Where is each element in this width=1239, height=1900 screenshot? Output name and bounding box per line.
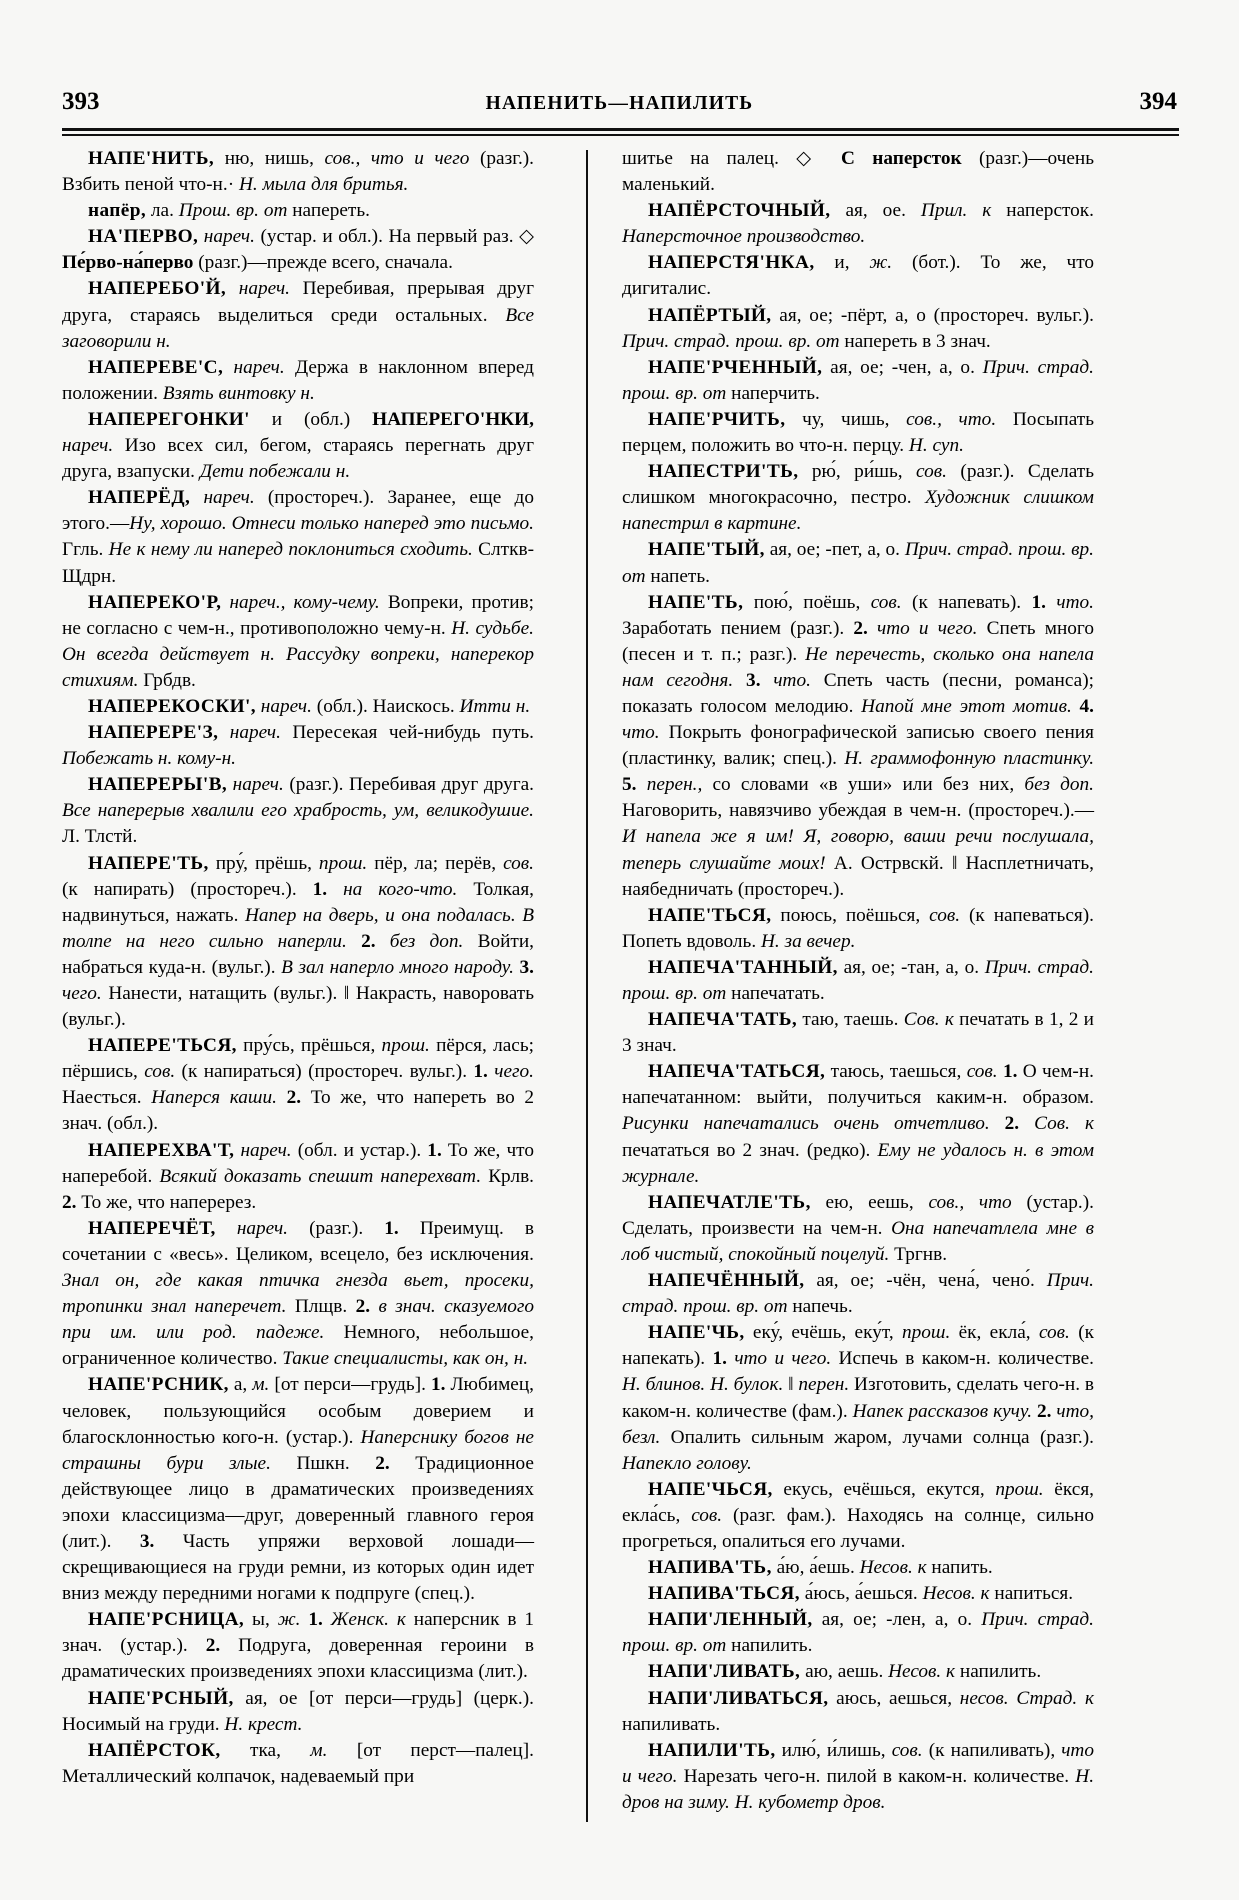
entry-body: ая, ое [от перси—грудь] (церк.). Носимый на груди. Н. крест. <box>62 1687 534 1735</box>
dictionary-entry <box>62 198 534 224</box>
entry-body: нареч. (разг.). Перебивая друг друга. Все наперерыв хвалили его храбрость, ум, великодушие. Л. Тлстй. <box>62 774 535 848</box>
entry-headword: НАПИВА'ТЬ, <box>648 1557 772 1579</box>
entry-headword: НАПЕ'РЧИТЬ, <box>648 408 786 430</box>
dictionary-entry <box>622 1607 1094 1659</box>
entry-body: ы, ж. 1. Женск. к наперсник в 1 знач. (устар.). 2. Подруга, доверенная героини в драматических произведениях эпохи классицизма (лит.). <box>62 1609 535 1683</box>
entry-body: поюсь, поёшься, сов. (к напеваться). Попеть вдоволь. Н. за вечер. <box>622 904 1094 952</box>
entry-body: нареч. (простореч.). Заранее, еще до этого.—Ну, хорошо. Отнеси только наперед это письмо. Ггль. Не к нему ли наперед поклониться сходить. Слткв-Щдрн. <box>62 487 534 587</box>
dictionary-entry <box>622 198 1094 250</box>
dictionary-entry <box>62 485 534 589</box>
entry-headword: НАПЕРЕРЕ'З, <box>88 722 219 744</box>
entry-headword: НАПЕРЕКОСКИ', <box>88 695 256 717</box>
entry-body: ая, ое; -чен, а, о. Прич. страд. прош. вр. от наперчить. <box>622 356 1094 404</box>
entry-headword: НАПЕ'НИТЬ, <box>88 148 215 169</box>
entry-body: нареч. (устар. и обл.). На первый раз. ◇ Пе́рво-на́перво (разг.)—прежде всего, сначала. <box>62 226 534 274</box>
dictionary-entry <box>622 250 1094 302</box>
dictionary-entry <box>622 407 1094 459</box>
entry-body: нареч. (обл.). Наискось. Итти н. <box>260 695 531 717</box>
dictionary-entry <box>622 1190 1094 1268</box>
entry-body: ая, ое; -чён, чена́, чено́. Прич. страд. прош. вр. от напечь. <box>622 1270 1094 1318</box>
column-right <box>622 146 1094 1826</box>
dictionary-entry <box>622 1659 1094 1685</box>
entry-headword: НАПИ'ЛИВАТЬ, <box>648 1661 801 1683</box>
entry-headword: НАПЕРСТЯ'НКА, <box>648 252 815 274</box>
entry-headword: НАПЕ'РСНЫЙ, <box>88 1687 234 1709</box>
dictionary-entry <box>622 355 1094 407</box>
entry-body: рю́, ри́шь, сов. (разг.). Сделать слишком многокрасочно, пестро. Художник слишком напестрил в картине. <box>622 461 1094 535</box>
dictionary-entry <box>622 1477 1094 1555</box>
entry-headword: НАПЕ'РСНИК, <box>88 1374 229 1396</box>
running-head: НАПЕНИТЬ—НАПИЛИТЬ <box>485 93 754 114</box>
entry-body: нареч. (обл. и устар.). 1. То же, что наперебой. Всякий доказать спешит наперехват. Крлв. 2. То же, что наперерез. <box>62 1139 534 1213</box>
entry-body: а́ю, а́ешь. Несов. к напить. <box>771 1557 993 1579</box>
dictionary-entry <box>62 407 534 485</box>
dictionary-entry <box>62 590 534 694</box>
entry-body: екусь, ечёшься, екутся, прош. ёкся, екла́сь, сов. (разг. фам.). Находясь на солнце, сильно прогреться, опалиться его лучами. <box>622 1478 1095 1552</box>
dictionary-entry <box>622 903 1094 955</box>
entry-body: чу, чишь, сов., что. Посыпать перцем, положить во что-н. перцу. Н. суп. <box>622 408 1094 457</box>
dictionary-entry <box>622 537 1094 589</box>
entry-headword: НАПЕРЕГОНКИ' <box>88 408 250 430</box>
entry-headword: НАПЁРСТОК, <box>88 1739 221 1761</box>
entry-headword: НАПЕРЁД, <box>88 487 191 509</box>
entry-body: а, м. [от перси—грудь]. 1. Любимец, человек, пользующийся особым доверием и благосклонностью кого-н. (устар.). Наперснику богов не страшны бури злые. Пшкн. 2. Традиционное действующее лицо в драматических произведениях эпохи классицизма—друг, доверенный главного героя (лит.). 3. Часть упряжи верховой лошади—скрещивающиеся на груди ремни, из которых один идет вниз между передними ногами к подпруге (спец.). <box>62 1374 534 1605</box>
entry-headword: НАПИ'ЛИВАТЬСЯ, <box>648 1687 829 1709</box>
entry-headword: НАПЁРСТОЧНЫЙ, <box>648 200 831 222</box>
column-left <box>62 146 552 1826</box>
entry-body: шитье на палец. ◇ С наперсток (разг.)—очень маленький. <box>622 148 1094 196</box>
entry-body: еку́, ечёшь, еку́т, прош. ёк, екла́, сов. (к напекать). 1. что и чего. Испечь в каком-н. количестве. Н. блинов. Н. булок. ‖ перен. Изготовить, сделать чего-н. в каком-н. количестве (фам.). Напек рассказов кучу. 2. что, безл. Опалить сильным жаром, лучами солнца (разг.). Напекло голову. <box>622 1322 1094 1474</box>
entry-headword: НАПЕ'РЧЕННЫЙ, <box>648 356 823 378</box>
entry-headword: НАПЕ'ТЫЙ, <box>648 539 765 561</box>
entry-headword: НАПИ'ЛЕННЫЙ, <box>648 1609 813 1631</box>
entry-body: нареч. Перебивая, прерывая друг друга, стараясь выделиться среди остальных. Все заговорили н. <box>62 278 534 352</box>
entry-headword: НАПЕ'ЧЬ, <box>648 1322 745 1344</box>
entry-body: тка, м. [от перст—палец]. Металлический колпачок, надеваемый при <box>62 1739 534 1787</box>
entry-body: пру́, прёшь, прош. пёр, ла; перёв, сов. (к напирать) (простореч.). 1. на кого-что. Толкая, надвинуться, нажать. Напер на дверь, и она подалась. В толпе на него сильно наперли. 2. без доп. Войти, набраться куда-н. (вульг.). В зал наперло много народу. 3. чего. Нанести, натащить (вульг.). ‖ Накрасть, наворовать (вульг.). <box>62 852 535 1031</box>
entry-body: нареч. Держа в наклонном вперед положении. Взять винтовку н. <box>62 356 534 404</box>
entry-headword: НАПЕРЕВЕ'С, <box>88 356 224 378</box>
entry-headword: НАПЕ'ЧЬСЯ, <box>648 1478 773 1500</box>
entry-headword: НАПЕ'ТЬСЯ, <box>648 904 772 926</box>
entry-body: ла. Прош. вр. от напереть. <box>146 200 370 222</box>
entry-body: таю, таешь. Сов. к печатать в 1, 2 и 3 знач. <box>622 1009 1094 1057</box>
dictionary-entry <box>62 851 534 1034</box>
dictionary-entry <box>62 694 534 720</box>
entry-headword: НАПЕ'РСНИЦА, <box>88 1609 245 1631</box>
entry-body: ею, еешь, сов., что (устар.). Сделать, произвести на чем-н. Она напечатлела мне в лоб чистый, спокойный поцелуй. Тргнв. <box>622 1191 1094 1265</box>
entry-headword: НАПЕЧЁННЫЙ, <box>648 1270 805 1292</box>
dictionary-entry <box>62 1138 534 1216</box>
entry-body: таюсь, таешься, сов. 1. О чем-н. напечатанном: выйти, получиться каким-н. образом. Рисунки напечатались очень отчетливо. 2. Сов. к печататься во 2 знач. (редко). Ему не удалось н. в этом журнале. <box>622 1061 1095 1187</box>
entry-body: нареч., кому-чему. Вопреки, против; не согласно с чем-н., противоположно чему-н. Н. судьбе. Он всегда действует н. Рассудку вопреки, наперекор стихиям. Грбдв. <box>62 591 534 691</box>
entry-headword: НАПЕРЕ'ТЬ, <box>88 852 209 874</box>
dictionary-entry <box>622 955 1094 1007</box>
entry-headword: НАПЕРЕКО'Р, <box>88 591 222 613</box>
entry-body: аю, аешь. Несов. к напилить. <box>800 1661 1042 1683</box>
entry-body: аюсь, аешься, несов. Страд. к напиливать. <box>622 1687 1094 1735</box>
dictionary-entry <box>622 1555 1094 1581</box>
entry-headword: НА'ПЕРВО, <box>88 226 199 248</box>
dictionary-entry <box>62 355 534 407</box>
dictionary-entry <box>62 146 534 198</box>
folio-right: 394 <box>1139 88 1177 115</box>
entry-headword: НАПЕРЕ'ТЬСЯ, <box>88 1035 237 1057</box>
entry-headword: НАПЕЧА'ТАННЫЙ, <box>648 956 838 978</box>
entry-body: ая, ое; -лен, а, о. Прич. страд. прош. вр. от напилить. <box>622 1609 1094 1657</box>
entry-body: илю́, и́лишь, сов. (к напиливать), что и чего. Нарезать чего-н. пилой в каком-н. количестве. Н. дров на зиму. Н. кубометр дров. <box>622 1739 1095 1813</box>
entry-headword: НАПИЛИ'ТЬ, <box>648 1739 776 1761</box>
dictionary-entry <box>62 1216 534 1373</box>
entry-headword: НАПЕРЕЧЁТ, <box>88 1217 216 1239</box>
dictionary-entry <box>62 1372 534 1607</box>
entry-body: нареч. Пересекая чей-нибудь путь. Побежать н. кому-н. <box>62 722 534 770</box>
entry-headword: НАПЕРЕБО'Й, <box>88 278 227 300</box>
dictionary-entry <box>622 1581 1094 1607</box>
dictionary-entry <box>62 772 534 850</box>
column-divider <box>586 150 588 1822</box>
dictionary-entry <box>622 1268 1094 1320</box>
dictionary-entry <box>62 1738 534 1790</box>
entry-headword: НАПЕРЕХВА'Т, <box>88 1139 235 1161</box>
dictionary-entry <box>622 1007 1094 1059</box>
dictionary-entry <box>622 1320 1094 1477</box>
header-rule <box>62 128 1179 136</box>
entry-headword: НАПЕСТРИ'ТЬ, <box>648 461 799 483</box>
entry-body: ая, ое. Прил. к наперсток. Наперсточное производство. <box>622 200 1094 248</box>
entry-headword: НАПЕРЕРЫ'В, <box>88 774 228 796</box>
entry-body: ая, ое; -пет, а, о. Прич. страд. прош. вр. от напеть. <box>622 539 1094 587</box>
text-columns <box>62 146 1179 1826</box>
dictionary-entry <box>62 720 534 772</box>
entry-body: и, ж. (бот.). То же, что дигиталис. <box>622 252 1095 300</box>
dictionary-entry <box>62 1033 534 1137</box>
entry-body: а́юсь, а́ешься. Несов. к напиться. <box>799 1583 1074 1605</box>
entry-headword: НАПЕ'ТЬ, <box>648 591 744 613</box>
dictionary-entry <box>622 303 1094 355</box>
dictionary-entry <box>622 590 1094 903</box>
dictionary-entry <box>62 1607 534 1685</box>
page-header <box>62 88 1177 122</box>
dictionary-entry <box>622 459 1094 537</box>
entry-body: ая, ое; -пёрт, а, о (простореч. вульг.). Прич. страд. прош. вр. от напереть в 3 знач. <box>622 304 1094 352</box>
dictionary-entry <box>622 1686 1094 1738</box>
entry-continuation <box>622 146 1094 198</box>
entry-body: пру́сь, прёшься, прош. пёрся, лась; пёршись, сов. (к напираться) (простореч. вульг.). 1. чего. Наесться. Наперся каши. 2. То же, что напереть во 2 знач. (обл.). <box>62 1035 534 1135</box>
entry-headword: НАПЕЧА'ТАТЬ, <box>648 1009 798 1031</box>
rule-thick <box>62 128 1179 131</box>
folio-left: 393 <box>62 88 100 115</box>
entry-headword: НАПИВА'ТЬСЯ, <box>648 1583 800 1605</box>
rule-thin <box>62 134 1179 136</box>
entry-body: ню, нишь, сов., что и чего (разг.). Взбить пеной что-н.· Н. мыла для бритья. <box>62 148 534 196</box>
entry-body: ая, ое; -тан, а, о. Прич. страд. прош. вр. от напечатать. <box>622 956 1094 1004</box>
dictionary-entry <box>622 1738 1094 1816</box>
entry-body: нареч. (разг.). 1. Преимущ. в сочетании с «весь». Целиком, всецело, без исключения. Знал он, где какая птичка гнезда вьет, просеки, тропинки знал наперечет. Плщв. 2. в знач. сказуемого при им. или род. падеже. Немного, небольшое, ограниченное количество. Такие специалисты, как он, н. <box>62 1217 535 1370</box>
entry-headword: напёр, <box>88 200 147 222</box>
entry-body: и (обл.) НАПЕРЕГО'НКИ, нареч. Изо всех сил, бегом, стараясь перегнать друг друга, взапуски. Дети побежали н. <box>62 408 534 483</box>
entry-body: пою́, поёшь, сов. (к напевать). 1. что. Заработать пением (разг.). 2. что и чего. Спеть много (песен и т. п.; разг.). Не перечесть, сколько она напела нам сегодня. 3. что. Спеть часть (песни, романса); показать голосом мелодию. Напой мне этот мотив. 4. что. Покрыть фонографической записью своего пения (пластинку, валик; спец.). Н. граммофонную пластинку. 5. перен., со словами «в уши» или без них, без доп. Наговорить, навязчиво убеждая в чем-н. (простореч.).—И напела же я им! Я, говорю, ваши речи послушала, теперь слушайте моих! А. Острвскй. ‖ Насплетничать, наябедничать (простореч.). <box>622 591 1095 900</box>
entry-headword: НАПЕЧА'ТАТЬСЯ, <box>648 1061 826 1083</box>
dictionary-entry <box>62 1686 534 1738</box>
dictionary-entry <box>62 224 534 276</box>
entry-headword: НАПЕЧАТЛЕ'ТЬ, <box>648 1191 811 1213</box>
dictionary-entry <box>622 1059 1094 1189</box>
dictionary-entry <box>62 276 534 354</box>
entry-headword: НАПЁРТЫЙ, <box>648 304 772 326</box>
